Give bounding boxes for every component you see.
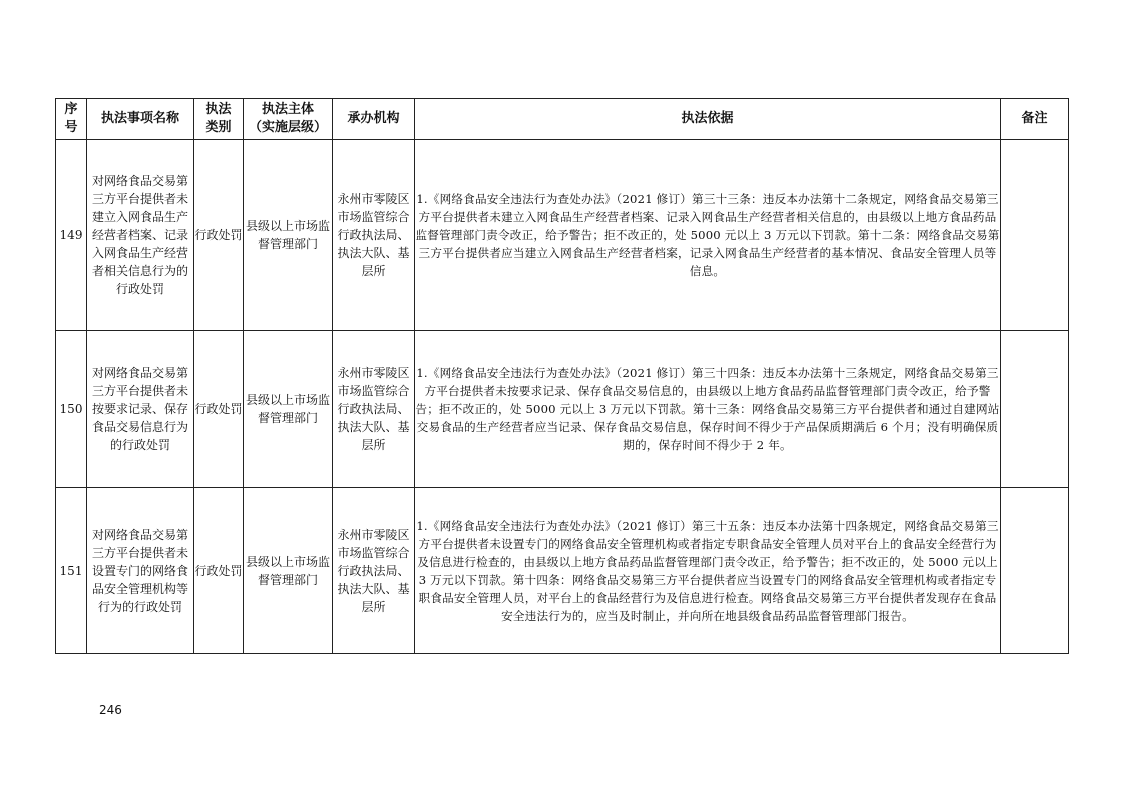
header-row xyxy=(56,99,1069,140)
enforcement-category: 行政处罚 xyxy=(194,488,244,654)
handling-agency: 永州市零陵区市场监管综合行政执法局、执法大队、基层所 xyxy=(333,331,415,488)
row-number: 149 xyxy=(56,140,87,331)
handling-agency: 永州市零陵区市场监管综合行政执法局、执法大队、基层所 xyxy=(333,488,415,654)
header-agency xyxy=(333,99,415,140)
header-name-label: 执法事项名称 xyxy=(100,111,179,126)
table-row xyxy=(56,488,1069,654)
handling-agency: 永州市零陵区市场监管综合行政执法局、执法大队、基层所 xyxy=(333,140,415,331)
header-agency-label: 承办机构 xyxy=(347,111,400,126)
header-remark-label: 备注 xyxy=(1021,111,1048,126)
header-basis-label: 执法依据 xyxy=(681,111,734,126)
row-number: 151 xyxy=(56,488,87,654)
remark xyxy=(1001,140,1069,331)
header-remark xyxy=(1001,99,1069,140)
law-enforcement-table xyxy=(55,98,1069,654)
enforcement-category: 行政处罚 xyxy=(194,331,244,488)
row-number: 150 xyxy=(56,331,87,488)
header-name xyxy=(87,99,194,140)
item-name: 对网络食品交易第三方平台提供者未设置专门的网络食品安全管理机构等行为的行政处罚 xyxy=(87,488,194,654)
table-row xyxy=(56,331,1069,488)
item-name: 对网络食品交易第三方平台提供者未按要求记录、保存食品交易信息行为的行政处罚 xyxy=(87,331,194,488)
enforcement-subject: 县级以上市场监督管理部门 xyxy=(244,488,333,654)
legal-basis: 1.《网络食品安全违法行为查处办法》（2021 修订）第三十四条：违反本办法第十三条规定，网络食品交易第三方平台提供者未按要求记录、保存食品交易信息的，由县级以上地方食品药品监督管理部门责令改正，给予警告；拒不改正的，处 5000 元以上 3 万元以下罚款。第十三条：网络食品交易第三方平台提供者和通过自建网站交易食品的生产经营者应当记录、保存食品交易信息，保存时间不得少于产品保质期满后 6 个月；没有明确保质期的，保存时间不得少于 2 年。 xyxy=(415,331,1001,488)
header-no xyxy=(56,99,87,140)
header-subject xyxy=(244,99,333,140)
header-basis xyxy=(415,99,1001,140)
header-category-label: 执法 类别 xyxy=(205,102,232,135)
table-row xyxy=(56,140,1069,331)
enforcement-subject: 县级以上市场监督管理部门 xyxy=(244,331,333,488)
page-number: 246 xyxy=(99,703,122,717)
remark xyxy=(1001,331,1069,488)
item-name: 对网络食品交易第三方平台提供者未建立入网食品生产经营者档案、记录入网食品生产经营者相关信息行为的行政处罚 xyxy=(87,140,194,331)
header-subject-label: 执法主体 （实施层级） xyxy=(248,102,327,135)
legal-basis: 1.《网络食品安全违法行为查处办法》（2021 修订）第三十三条：违反本办法第十二条规定，网络食品交易第三方平台提供者未建立入网食品生产经营者档案、记录入网食品生产经营者相关信息的，由县级以上地方食品药品监督管理部门责令改正，给予警告；拒不改正的，处 5000 元以上 3 万元以下罚款。第十二条：网络食品交易第三方平台提供者应当建立入网食品生产经营者档案，记录入网食品生产经营者的基本情况、食品安全管理人员等信息。 xyxy=(415,140,1001,331)
enforcement-category: 行政处罚 xyxy=(194,140,244,331)
enforcement-subject: 县级以上市场监督管理部门 xyxy=(244,140,333,331)
remark xyxy=(1001,488,1069,654)
header-category xyxy=(194,99,244,140)
legal-basis: 1.《网络食品安全违法行为查处办法》（2021 修订）第三十五条：违反本办法第十四条规定，网络食品交易第三方平台提供者未设置专门的网络食品安全管理机构或者指定专职食品安全管理人员对平台上的食品安全经营行为及信息进行检查的，由县级以上地方食品药品监督管理部门责令改正，给予警告；拒不改正的，处 5000 元以上 3 万元以下罚款。第十四条：网络食品交易第三方平台提供者应当设置专门的网络食品安全管理机构或者指定专职食品安全管理人员，对平台上的食品经营行为及信息进行检查。网络食品交易第三方平台提供者发现存在食品安全违法行为的，应当及时制止，并向所在地县级食品药品监督管理部门报告。 xyxy=(415,488,1001,654)
header-no-label: 序 号 xyxy=(64,102,78,135)
